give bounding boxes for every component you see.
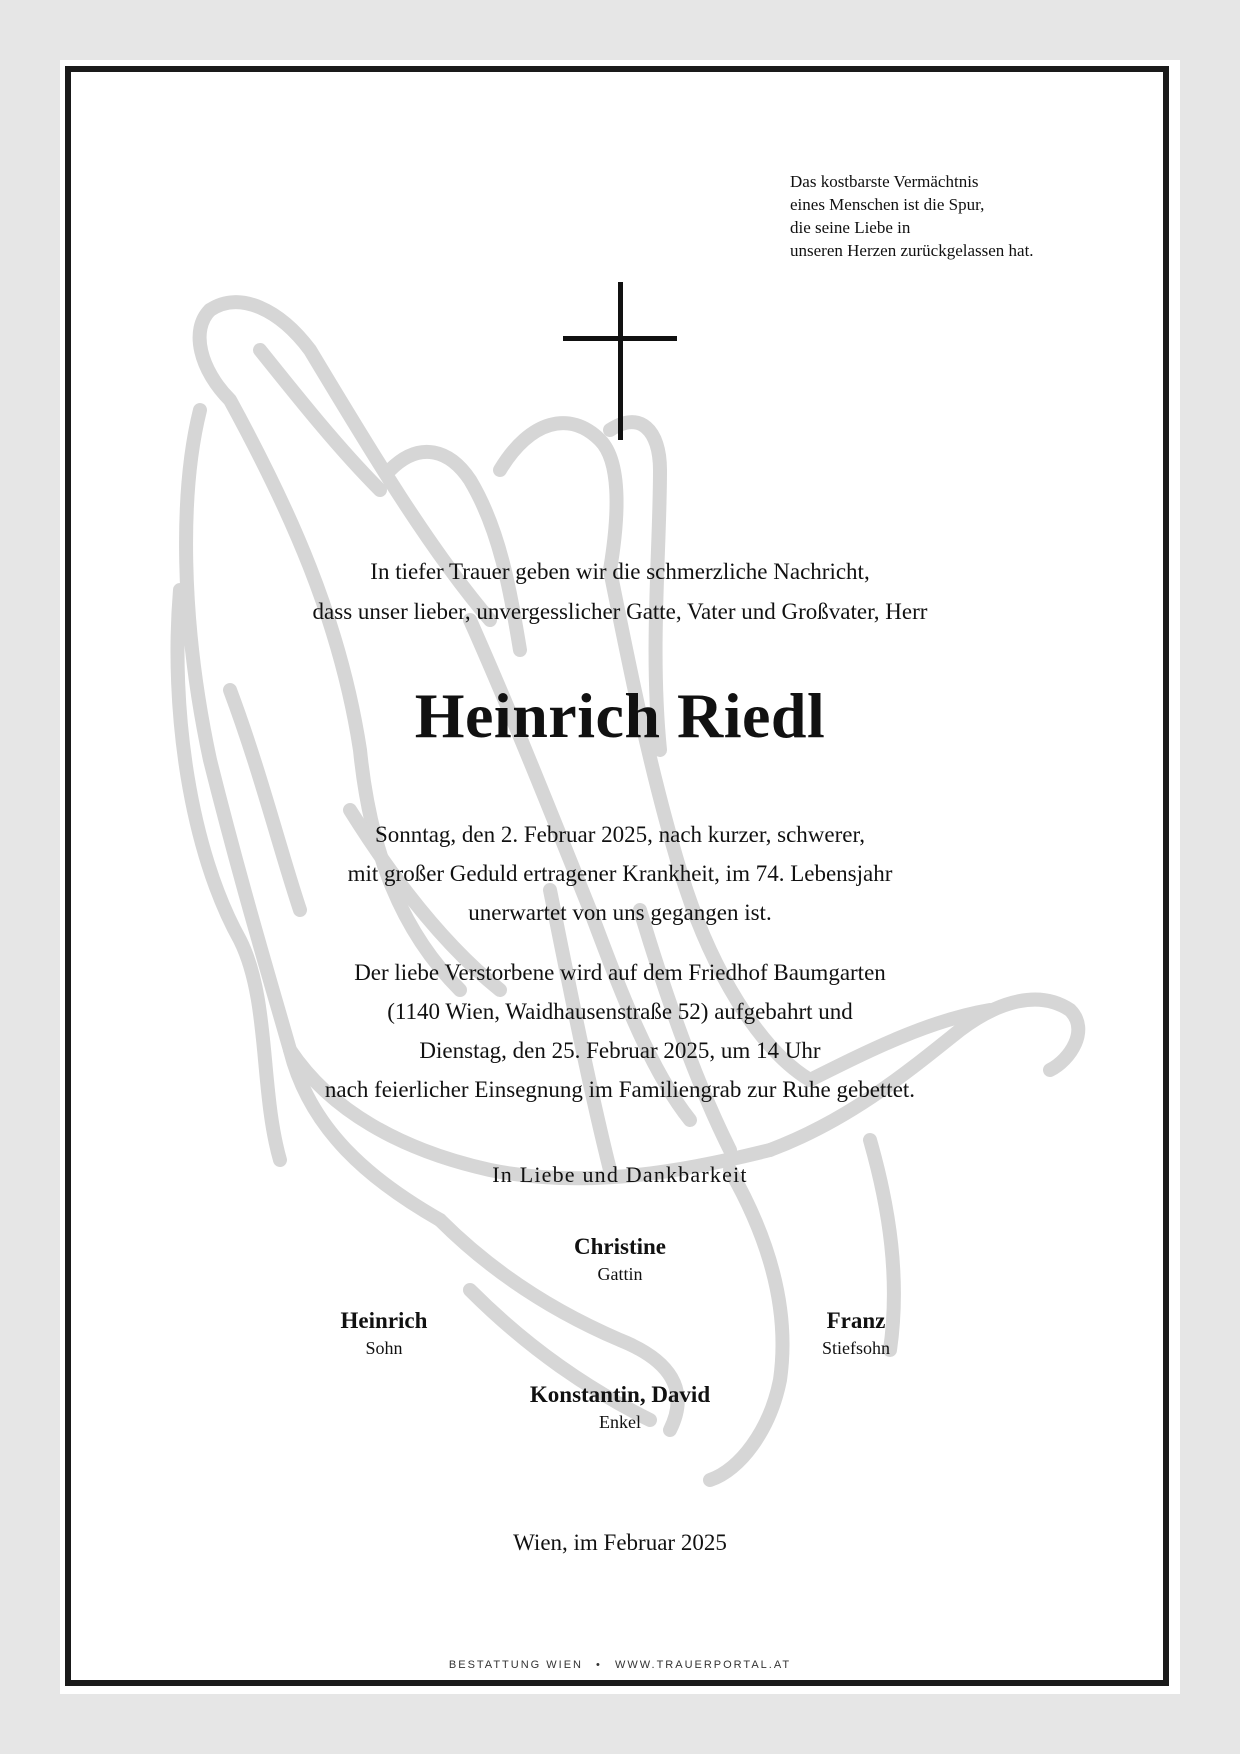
mourner-role: Gattin — [597, 1264, 643, 1284]
mourner-grandchildren — [470, 1380, 770, 1434]
paragraph-line: Dienstag, den 25. Februar 2025, um 14 Uhr — [419, 1038, 821, 1063]
paragraph-line: unerwartet von uns gegangen ist. — [468, 900, 772, 925]
paragraph-line: mit großer Geduld ertragener Krankheit, im 74. Lebensjahr — [347, 861, 893, 886]
mourner-heinrich — [234, 1306, 534, 1360]
intro-line: dass unser lieber, unvergesslicher Gatte, Vater und Großvater, Herr — [312, 599, 928, 624]
mourner-name: Franz — [826, 1308, 886, 1333]
mourner-role: Stiefsohn — [821, 1338, 890, 1358]
mourner-role: Sohn — [365, 1338, 403, 1358]
paragraph-line: (1140 Wien, Waidhausenstraße 52) aufgebahrt und — [387, 999, 853, 1024]
footer-company: BESTATTUNG WIEN — [448, 1659, 583, 1671]
paragraph-line: Der liebe Verstorbene wird auf dem Friedhof Baumgarten — [354, 960, 886, 985]
intro-line: In tiefer Trauer geben wir die schmerzliche Nachricht, — [370, 559, 870, 584]
mourner-role: Enkel — [599, 1412, 641, 1432]
quote-line: Das kostbarste Vermächtnis — [790, 172, 979, 191]
quote-block — [790, 170, 1110, 262]
mourner-franz — [706, 1306, 1006, 1360]
footer-website-link[interactable]: WWW.TRAUERPORTAL.AT — [614, 1659, 792, 1671]
quote-line: unseren Herzen zurückgelassen hat. — [790, 241, 1034, 260]
funeral-details-paragraph — [0, 953, 1240, 1109]
death-notice-paragraph — [0, 815, 1240, 932]
footer-separator: • — [596, 1659, 602, 1671]
mourner-name: Heinrich — [340, 1308, 428, 1333]
quote-line: die seine Liebe in — [790, 218, 911, 237]
cross-icon — [563, 282, 677, 440]
footer — [0, 1659, 1240, 1671]
deceased-name: Heinrich Riedl — [414, 680, 826, 751]
paragraph-line: Sonntag, den 2. Februar 2025, nach kurzer, schwerer, — [375, 822, 865, 847]
place-and-date: Wien, im Februar 2025 — [513, 1530, 727, 1555]
quote-line: eines Menschen ist die Spur, — [790, 195, 985, 214]
paragraph-line: nach feierlicher Einsegnung im Familiengrab zur Ruhe gebettet. — [324, 1077, 916, 1102]
greeting: In Liebe und Dankbarkeit — [492, 1162, 748, 1187]
intro-text — [0, 552, 1240, 632]
mourner-christine — [470, 1232, 770, 1286]
mourner-name: Christine — [574, 1234, 666, 1259]
mourner-name: Konstantin, David — [529, 1382, 711, 1407]
